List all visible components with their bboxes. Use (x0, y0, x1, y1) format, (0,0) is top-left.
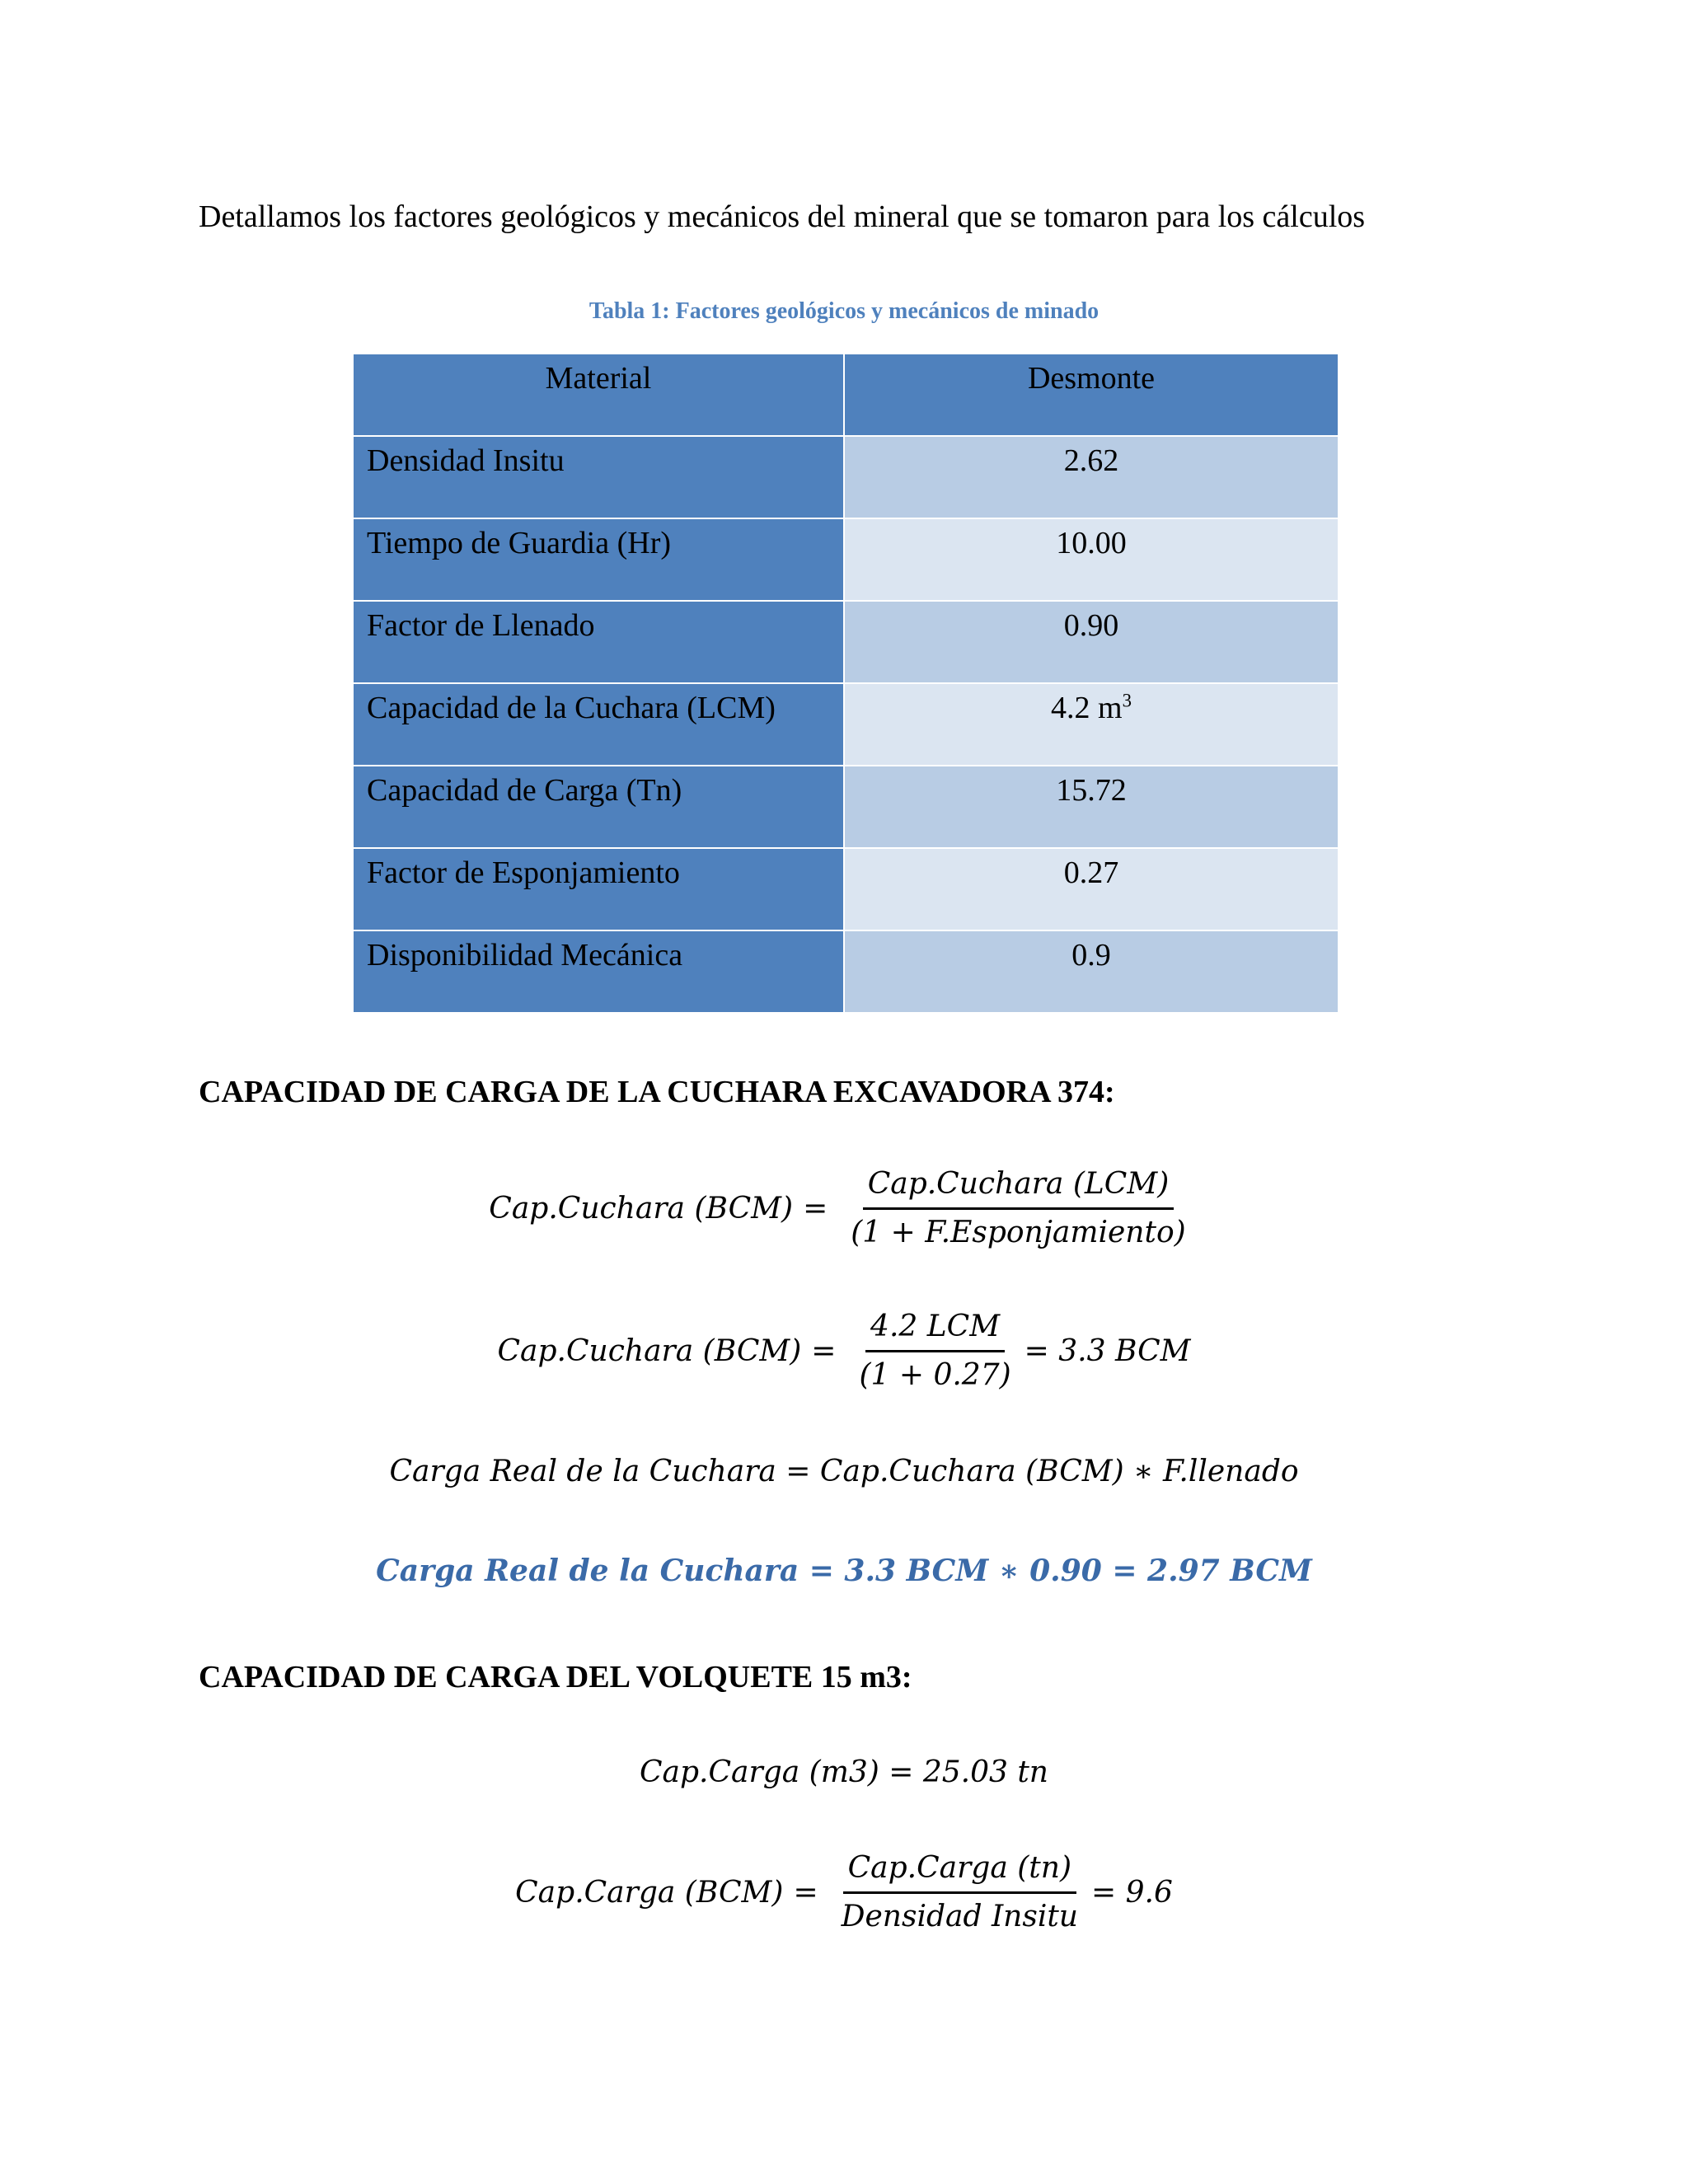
eq-equals: = (793, 1876, 818, 1910)
table-row (353, 766, 1339, 848)
eq-lhs: Cap.Cuchara (BCM) (489, 1192, 794, 1226)
row-value: 0.9 (844, 930, 1339, 1013)
table-row (353, 601, 1339, 683)
intro-paragraph: Detallamos los factores geológicos y mecánicos del mineral que se tomaron para los cálculos (199, 199, 1366, 234)
row-label: Factor de Esponjamiento (353, 848, 844, 930)
eq-denominator: (1 + 0.27) (859, 1358, 1011, 1392)
eq-result: = 3.3 BCM (1024, 1334, 1191, 1368)
row-label: Capacidad de Carga (Tn) (353, 766, 844, 848)
eq-numerator: 4.2 LCM (865, 1309, 1005, 1352)
section-heading-volquete: CAPACIDAD DE CARGA DEL VOLQUETE 15 m3: (199, 1660, 912, 1694)
eq-denominator: Densidad Insitu (841, 1900, 1078, 1933)
eq-lhs: Cap.Carga (BCM) (515, 1876, 784, 1910)
table-row (353, 930, 1339, 1013)
table-caption: Tabla 1: Factores geológicos y mecánicos de minado (588, 298, 1100, 324)
eq-result: = 9.6 (1091, 1876, 1173, 1910)
equation-cap-cuchara-formula (0, 1166, 1688, 1251)
eq-equals: = (803, 1192, 828, 1226)
row-label: Factor de Llenado (353, 601, 844, 683)
header-desmonte: Desmonte (844, 354, 1339, 436)
eq-denominator: (1 + F.Esponjamiento) (851, 1216, 1186, 1249)
row-value (844, 683, 1339, 766)
equation-cap-cuchara-value (0, 1309, 1688, 1394)
value-text: 4.2 m (1051, 691, 1123, 725)
equation-cap-carga-m3: Cap.Carga (m3) = 25.03 tn (639, 1755, 1048, 1789)
table-row (353, 518, 1339, 601)
row-label: Disponibilidad Mecánica (353, 930, 844, 1013)
row-label: Densidad Insitu (353, 436, 844, 518)
table-row (353, 848, 1339, 930)
eq-fraction (837, 1850, 1083, 1935)
factors-table (352, 353, 1339, 1014)
row-value: 0.90 (844, 601, 1339, 683)
equation-carga-real-formula: Carga Real de la Cuchara = Cap.Cuchara (BCM) ∗ F.llenado (389, 1455, 1299, 1488)
eq-fraction (846, 1166, 1190, 1251)
eq-numerator: Cap.Carga (tn) (843, 1850, 1076, 1894)
equation-carga-real-result: Carga Real de la Cuchara = 3.3 BCM ∗ 0.90 = 2.97 BCM (376, 1554, 1312, 1588)
header-material: Material (353, 354, 844, 436)
row-label: Capacidad de la Cuchara (LCM) (353, 683, 844, 766)
table-row (353, 436, 1339, 518)
value-superscript: 3 (1122, 690, 1132, 711)
table-header-row (353, 354, 1339, 436)
section-heading-cuchara: CAPACIDAD DE CARGA DE LA CUCHARA EXCAVADORA 374: (199, 1075, 1115, 1109)
row-label: Tiempo de Guardia (Hr) (353, 518, 844, 601)
eq-fraction (854, 1309, 1015, 1394)
eq-equals: = (811, 1334, 837, 1368)
row-value: 0.27 (844, 848, 1339, 930)
equation-cap-carga-bcm (0, 1850, 1688, 1935)
row-value: 15.72 (844, 766, 1339, 848)
eq-lhs: Cap.Cuchara (BCM) (497, 1334, 802, 1368)
row-value: 2.62 (844, 436, 1339, 518)
row-value: 10.00 (844, 518, 1339, 601)
table-row (353, 683, 1339, 766)
eq-numerator: Cap.Cuchara (LCM) (863, 1166, 1175, 1210)
